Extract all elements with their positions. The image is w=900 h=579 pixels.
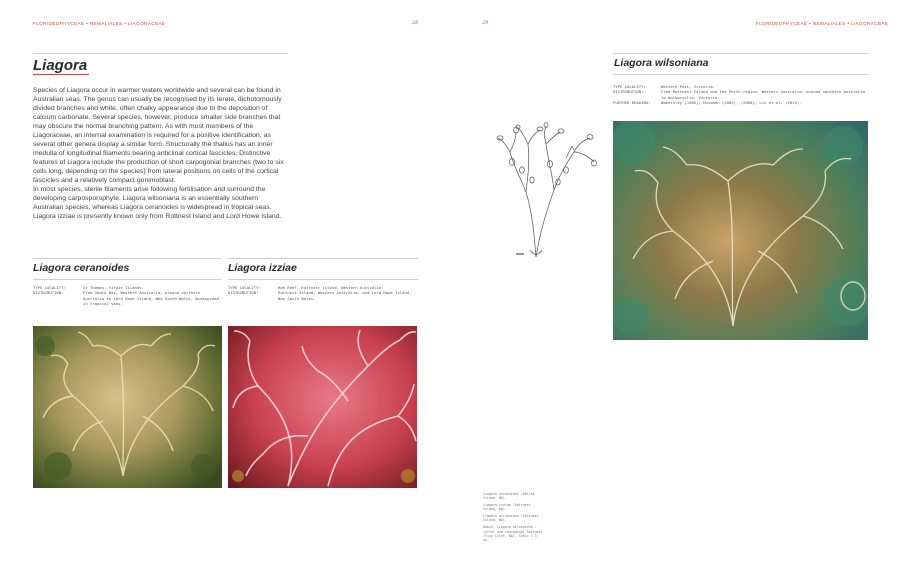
photo-liagora-ceranoides	[33, 326, 222, 488]
type-locality-value: St Thomas, Virgin Islands.	[83, 285, 144, 290]
species-rule	[33, 258, 221, 259]
species-title-ceranoides: Liagora ceranoides	[33, 262, 130, 274]
habit-line-drawing	[488, 122, 603, 262]
figure-captions	[483, 492, 543, 545]
type-locality-label: TYPE LOCALITY:	[33, 285, 66, 290]
type-locality-label: TYPE LOCALITY:	[228, 285, 261, 290]
photo-liagora-izziae	[228, 326, 417, 488]
species-details-wilsoniana	[613, 84, 868, 106]
species-details-ceranoides	[33, 285, 223, 307]
intro-paragraph: In most species, sterile filaments arise following fertilisation and surround the developing carposporophyte. Liagora wilsoniana is an essentially southern Australian species, whereas Liagora ceranoides is widespread in tropical seas. Liagora izziae is presently known only from Rottnest Island and Lord Howe Island.	[33, 186, 282, 220]
species-rule	[228, 258, 418, 259]
genus-introduction	[33, 86, 285, 221]
species-rule	[613, 74, 868, 75]
species-rule	[33, 279, 221, 280]
species-rule	[613, 53, 868, 54]
distribution-value: From Rottnest Island and the Perth region, Western Australia, around southern Australia to Walkerville, Victoria.	[661, 89, 865, 100]
title-rule	[33, 53, 288, 54]
type-locality-value: Roe Reef, Rottnest Island, Western Australia.	[278, 285, 384, 290]
further-reading-value: Womersley (1965); Huisman (2002), (2006); Lin et al. (2015).	[661, 100, 802, 106]
distribution-label: DISTRIBUTION:	[228, 290, 259, 296]
caption: Liagora izziae (Rottnest Island, WA).	[483, 503, 531, 512]
genus-title-underline	[33, 74, 89, 75]
page-number-left: 28	[412, 20, 419, 26]
photo-liagora-wilsoniana	[613, 121, 868, 340]
distribution-value: From Shark Bay, Western Australia, around northern Australia to Lord Howe Island, New South Wales. Widespread in tropical seas.	[83, 290, 219, 307]
caption: Liagora ceranoides (Dallas Island, WA).	[483, 492, 535, 501]
distribution-value: Rottnest Island, Western Australia, and Lord Howe Island, New South Wales.	[278, 290, 412, 301]
species-rule	[228, 279, 418, 280]
distribution-label: DISTRIBUTION:	[33, 290, 64, 296]
species-title-wilsoniana: Liagora wilsoniana	[614, 57, 709, 69]
page-number-right: 29	[482, 20, 489, 26]
intro-paragraph: Species of Liagora occur in warmer waters worldwide and several can be found in Australian seas. The genus can usually be recognised by its terete, dichotomously divided branches and white, often chalky appearance due to the deposition of calcium carbonate. Several species, however, produce smaller side branches that may obscure the normal branching pattern. As with most members of the Liagoraceae, an internal examination is required for a positive identification, as several other genera display a similar form. Structurally the thallus has an inner medulla of longitudinal filaments bearing anticlinal cortical fascicles. Distinctive features of Liagora include the production of short carpogonial branches (two to six cells long, depending on the species) from lateral positions on cells of the cortical fascicles and a relatively compact gonimoblast.	[33, 87, 284, 184]
caption: Habit: Liagora wilsoniana — (after and redrawing) Rottnest (Tiny Islet, WA). Scale = 3 cm.	[483, 525, 543, 543]
type-locality-label: TYPE LOCALITY:	[613, 84, 646, 89]
species-details-izziae	[228, 285, 418, 301]
type-locality-value: Western Port, Victoria.	[661, 84, 715, 89]
further-reading-label: FURTHER READING:	[613, 100, 651, 106]
distribution-label: DISTRIBUTION:	[613, 89, 644, 95]
running-head-right: FLORIDEOPHYCEAE • NEMALIALES • LIAGORACEAE	[756, 21, 889, 26]
running-head-left: FLORIDEOPHYCEAE • NEMALIALES • LIAGORACEAE	[33, 21, 166, 26]
genus-title: Liagora	[33, 57, 88, 74]
caption: Liagora wilsoniana (Rottnest Island, WA).	[483, 514, 539, 523]
species-title-izziae: Liagora izziae	[228, 262, 297, 274]
